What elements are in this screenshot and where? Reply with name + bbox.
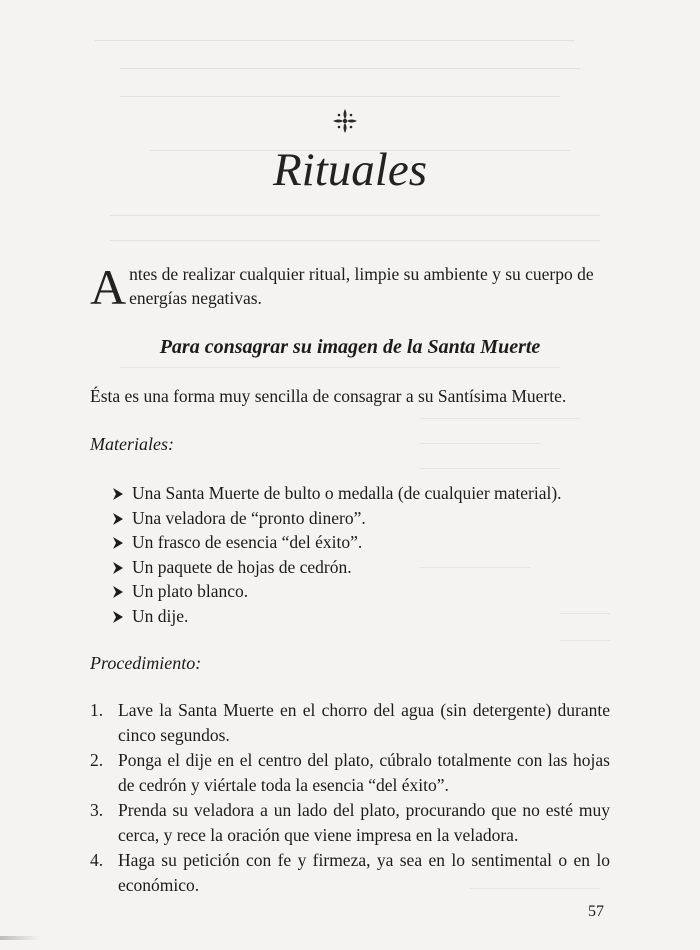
list-item: 3. Prenda su veladora a un lado del plato, procurando que no esté muy cerca, y rece la oración que viene impresa en la veladora. <box>90 800 610 845</box>
section-description: Ésta es una forma muy sencilla de consagrar a su Santísima Muerte. <box>90 386 567 406</box>
section-title: Para consagrar su imagen de la Santa Muerte <box>159 336 541 358</box>
drop-cap: A <box>90 259 127 315</box>
arrow-right-icon <box>113 586 123 598</box>
materials-heading: Materiales: <box>90 434 174 454</box>
procedure-heading: Procedimiento: <box>90 653 202 673</box>
materials-list <box>113 481 633 629</box>
arrow-right-icon <box>113 537 123 549</box>
list-item: Un dije. <box>113 604 633 629</box>
list-item: Un frasco de esencia “del éxito”. <box>113 530 633 555</box>
list-item: Una Santa Muerte de bulto o medalla (de cualquier material). <box>113 481 633 506</box>
arrow-right-icon <box>113 488 123 500</box>
intro-paragraph <box>90 259 610 315</box>
list-item: Un paquete de hojas de cedrón. <box>113 555 633 580</box>
scan-edge-mark <box>0 936 40 940</box>
list-item: 2. Ponga el dije en el centro del plato, cúbralo totalmente con las hojas de cedrón y viértale toda la esencia “del éxito”. <box>90 750 610 795</box>
arrow-right-icon <box>113 513 123 525</box>
page-number: 57 <box>588 903 604 920</box>
arrow-right-icon <box>113 611 123 623</box>
fleuron-icon <box>332 108 358 134</box>
procedure-list <box>90 698 610 898</box>
list-item: 4. Haga su petición con fe y firmeza, ya sea en lo sentimental o en lo económico. <box>90 850 610 895</box>
list-item: Una veladora de “pronto dinero”. <box>113 506 633 531</box>
chapter-title: Rituales <box>272 144 428 196</box>
list-item: Un plato blanco. <box>113 579 633 604</box>
list-item: 1. Lave la Santa Muerte en el chorro del agua (sin detergente) durante cinco segundos. <box>90 700 610 745</box>
intro-text: ntes de realizar cualquier ritual, limpie su ambiente y su cuerpo de energías negativas. <box>129 264 594 308</box>
arrow-right-icon <box>113 562 123 574</box>
